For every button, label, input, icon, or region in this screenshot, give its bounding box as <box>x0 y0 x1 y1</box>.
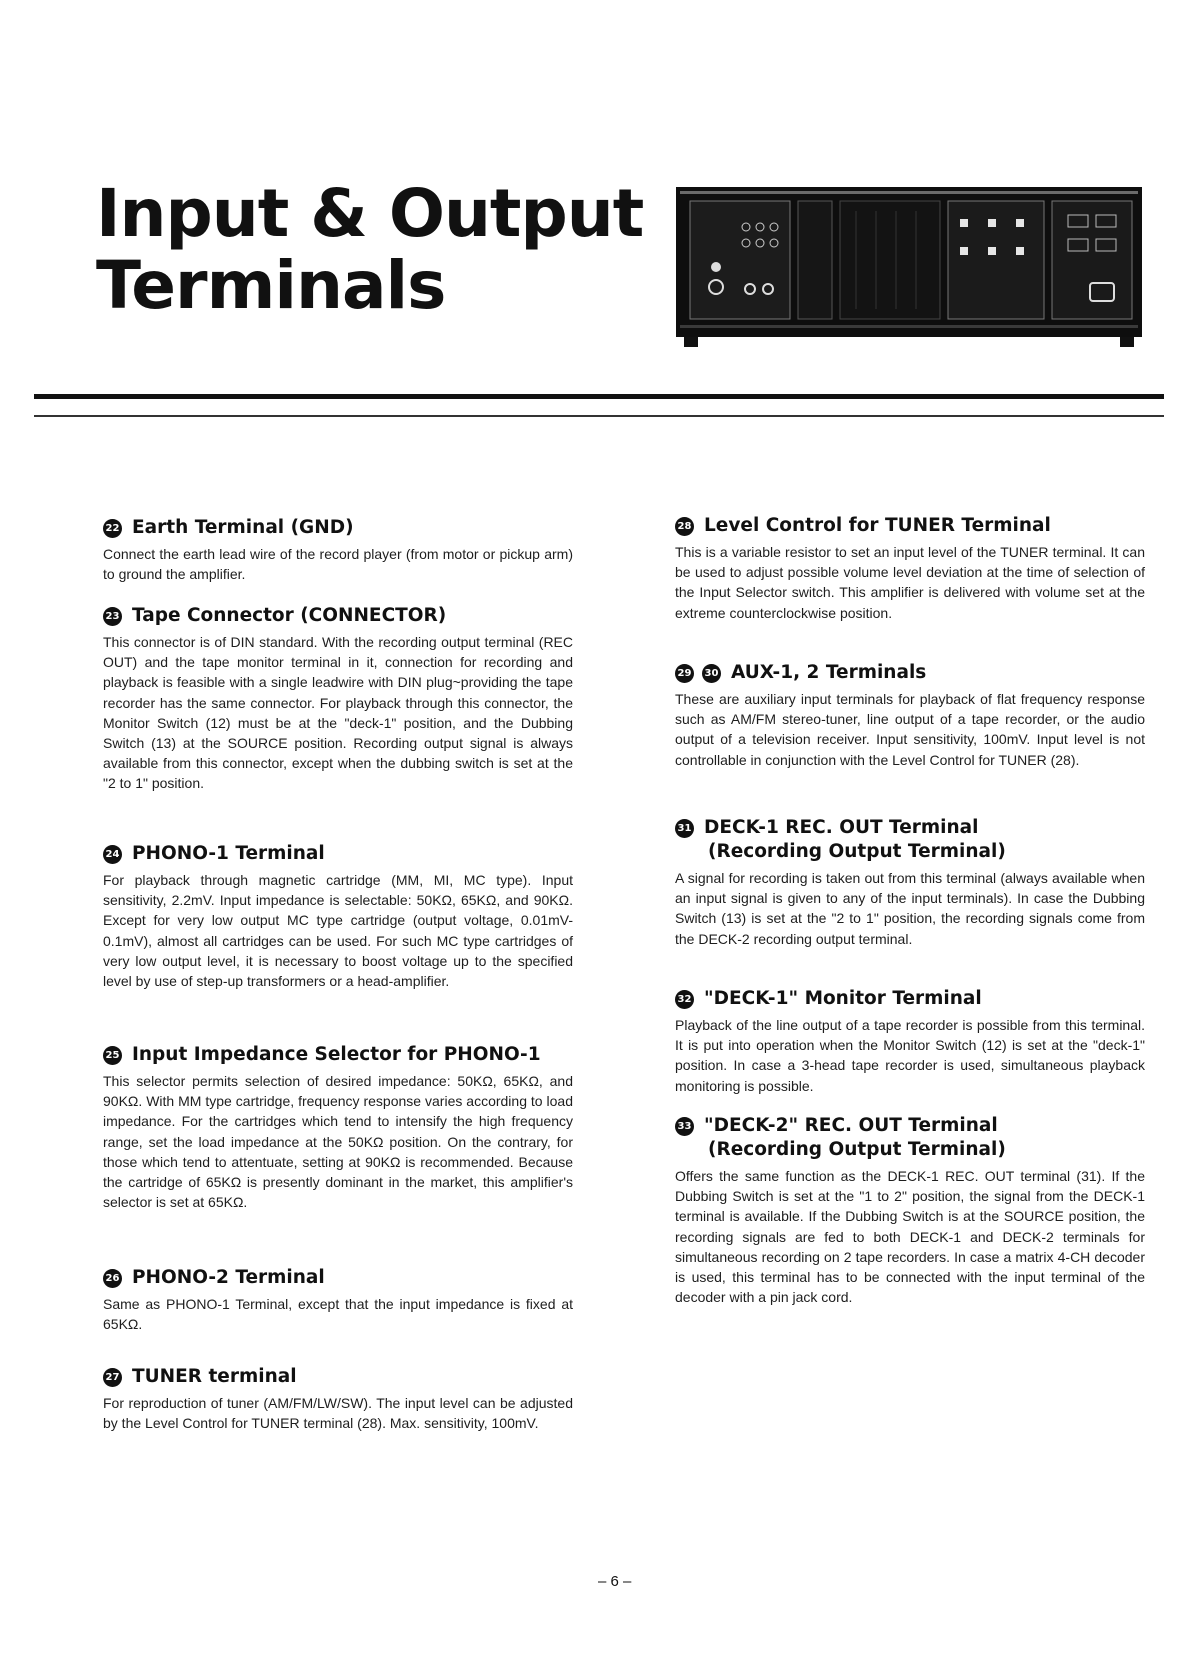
section-body: This connector is of DIN standard. With the recording output terminal (REC OUT) and the tape monitor terminal in it, connection for recording and playback is feasible with a single leadwire with DIN plug~providing the tape recorder has the same connector. For playback through this connector, the Monitor Switch (12) must be at the "deck-1" position, and the Dubbing Switch (13) at the SOURCE position. Recording output signal is always available from this connector, except when the dubbing switch is set at the "2 to 1" position. <box>103 634 573 792</box>
item-number: 28 <box>675 517 694 536</box>
section-earth-terminal <box>103 516 573 584</box>
section-level-control-tuner <box>675 514 1145 623</box>
item-number: 22 <box>103 519 122 538</box>
section-body: For playback through magnetic cartridge (MM, MI, MC type). Input sensitivity, 2.2mV. Input impedance is selectable: 50KΩ, 65KΩ, and 90KΩ. Except for very low output MC type cartridge (output voltage, 0.01mV-0.1mV), almost all cartridges can be used. For such MC type cartridges of very low output level, it is necessary to boost voltage up to the specified level by use of step-up transformers or a head-amplifier. <box>103 872 573 990</box>
section-body: Connect the earth lead wire of the record player (from motor or pickup arm) to ground the amplifier. <box>103 546 573 583</box>
section-body: Playback of the line output of a tape recorder is possible from this terminal. It is put into operation when the Monitor Switch (12) is set at the "deck-1" position. In case a 3-head tape recorder is used, simultaneous playback monitoring is possible. <box>675 1017 1145 1094</box>
item-number: 25 <box>103 1046 122 1065</box>
section-body: Offers the same function as the DECK-1 REC. OUT terminal (31). If the Dubbing Switch is set at the "1 to 2" position, the signal from the DECK-1 terminal is available. If the Dubbing Switch is at the SOURCE position, the recording signals are fed to both DECK-1 and DECK-2 terminals for simultaneous recording on 2 tape recorders. In case a matrix 4-CH decoder is used, this terminal has to be connected with the input terminal of the decoder with a pin jack cord. <box>675 1168 1145 1306</box>
item-number: 26 <box>103 1269 122 1288</box>
title-line-2: Terminals <box>96 247 446 324</box>
item-number: 23 <box>103 607 122 626</box>
section-deck-1-rec-out <box>675 816 1145 949</box>
section-heading: 32 "DECK-1" Monitor Terminal <box>675 987 1145 1011</box>
section-heading: 27 TUNER terminal <box>103 1365 573 1389</box>
section-body: This is a variable resistor to set an input level of the TUNER terminal. It can be used to adjust possible volume level deviation at the time of selection of the Input Selector switch. This amplifier is delivered with volume set at the extreme counterclockwise position. <box>675 544 1145 621</box>
item-number: 29 <box>675 664 694 683</box>
section-body: A signal for recording is taken out from this terminal (always available when an input signal is given to any of the input terminals). In case the Dubbing Switch (13) is set at the "2 to 1" position, the recording signals come from the DECK-2 recording output terminal. <box>675 870 1145 947</box>
section-heading: 25 Input Impedance Selector for PHONO-1 <box>103 1043 573 1067</box>
section-tape-connector <box>103 604 573 794</box>
title-line-1: Input & Output <box>96 175 644 252</box>
amplifier-rear-panel-photo <box>676 187 1142 347</box>
section-phono-1-terminal <box>103 842 573 991</box>
section-deck-2-rec-out <box>675 1114 1145 1307</box>
section-heading: 24 PHONO-1 Terminal <box>103 842 573 866</box>
item-number-2: 30 <box>702 664 721 683</box>
section-heading: 22 Earth Terminal (GND) <box>103 516 573 540</box>
page-title <box>96 175 644 324</box>
section-body: For reproduction of tuner (AM/FM/LW/SW). The input level can be adjusted by the Level Control for TUNER terminal (28). Max. sensitivity, 100mV. <box>103 1395 573 1432</box>
section-heading: 33 "DECK-2" REC. OUT Terminal (Recording Output Terminal) <box>675 1114 1145 1162</box>
section-aux-terminals <box>675 661 1145 770</box>
section-heading: 28 Level Control for TUNER Terminal <box>675 514 1145 538</box>
item-number: 31 <box>675 819 694 838</box>
section-tuner-terminal <box>103 1365 573 1433</box>
divider-upper <box>34 394 1164 399</box>
section-phono-2-terminal <box>103 1266 573 1334</box>
item-number: 33 <box>675 1117 694 1136</box>
page-number: – 6 – <box>598 1573 632 1590</box>
section-body: These are auxiliary input terminals for playback of flat frequency response such as AM/FM stereo-tuner, line output of a tape recorder, or the audio output of a television receiver. Input sensitivity, 100mV. Input level is not controllable in conjunction with the Level Control for TUNER (28). <box>675 691 1145 768</box>
divider-lower <box>34 415 1164 417</box>
section-heading: 29 30 AUX-1, 2 Terminals <box>675 661 1145 685</box>
section-body: This selector permits selection of desired impedance: 50KΩ, 65KΩ, and 90KΩ. With MM type cartridge, frequency response varies according to load impedance. For the cartridges which tend to intensify the high frequency range, set the load impedance at the 50KΩ position. On the contrary, for those which tend to attentuate, setting at 90KΩ is recommended. Because the cartridge of 65KΩ is presently dominant in the market, this amplifier's selector is set at 65KΩ. <box>103 1073 573 1211</box>
section-input-impedance-selector <box>103 1043 573 1212</box>
item-number: 32 <box>675 990 694 1009</box>
item-number: 24 <box>103 845 122 864</box>
section-heading: 31 DECK-1 REC. OUT Terminal (Recording Output Terminal) <box>675 816 1145 864</box>
section-deck-1-monitor <box>675 987 1145 1096</box>
section-heading: 26 PHONO-2 Terminal <box>103 1266 573 1290</box>
section-heading: 23 Tape Connector (CONNECTOR) <box>103 604 573 628</box>
section-body: Same as PHONO-1 Terminal, except that the input impedance is fixed at 65KΩ. <box>103 1296 573 1333</box>
item-number: 27 <box>103 1368 122 1387</box>
